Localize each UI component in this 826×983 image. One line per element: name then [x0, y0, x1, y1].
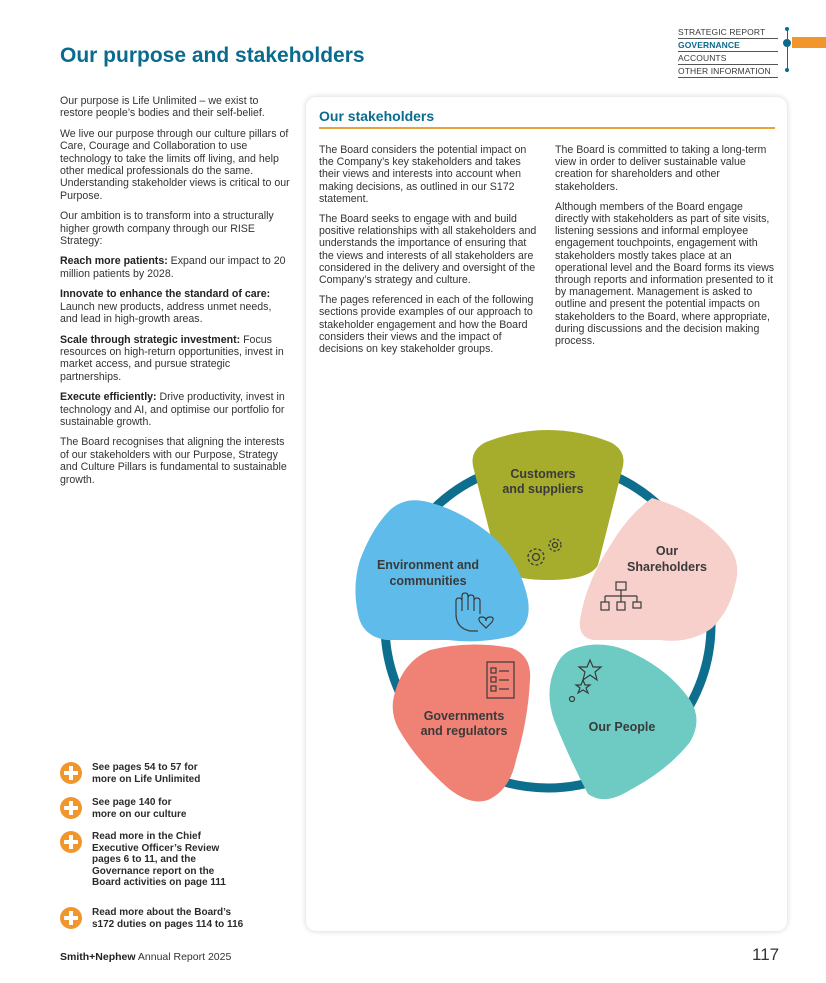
rise-execute-head: Execute efficiently:: [60, 391, 157, 404]
alignment-paragraph: The Board recognises that aligning the interests of our stakeholders with our Purpose, Strategy and Culture Pillars is fundamental to sustainable growth.: [60, 436, 287, 486]
plus-icon: [60, 762, 82, 784]
rise-scale-body: Focus resources on high-return opportunities, invest in market access, and pursue strategic partnerships.: [60, 333, 284, 383]
page-title: Our purpose and stakeholders: [60, 44, 365, 67]
card-paragraph: Although members of the Board engage directly with stakeholders as part of site visits, listening sessions and informal employee engagement touchpoints, engagement with stakeholders mostly takes place at an operational level and the Board forms its views through reports and information presented to it by management. Management is asked to outline and present the potential impacts on stakeholders to the Board, where appropriate, during discussions and the decision making process.: [555, 200, 775, 348]
page-number: 117: [752, 945, 780, 964]
culture-paragraph: We live our purpose through our culture pillars of Care, Courage and Collaboration to use technology to take the limits off living, and help other medical professionals do the same. Understanding stakeholder views is critical to our Purpose.: [60, 127, 290, 202]
people-label: Our People: [588, 720, 656, 734]
ref-line: s172 duties on pages 114 to 116: [92, 918, 244, 930]
ref-line: Read more in the Chief: [92, 831, 201, 842]
ref-line: See pages 54 to 57 for: [92, 762, 198, 773]
ref-text: [92, 797, 292, 820]
ref-line: pages 6 to 11, and the: [92, 854, 196, 866]
environment-label-1: Environment and: [376, 558, 480, 572]
customers-label-2: and suppliers: [502, 482, 584, 496]
shareholders-label-1: Our: [655, 544, 679, 558]
ambition-paragraph: Our ambition is to transform into a structurally higher growth company through our RISE Strategy:: [60, 210, 274, 248]
ref-line: more on our culture: [92, 808, 187, 820]
environment-label-2: communities: [389, 574, 467, 588]
rise-innovate-head: Innovate to enhance the standard of care:: [60, 288, 271, 301]
ref-line: See page 140 for: [92, 797, 172, 808]
ref-text: [92, 762, 292, 785]
customers-label-1: Customers: [510, 467, 576, 481]
purpose-paragraph: Our purpose is Life Unlimited – we exist to restore people’s bodies and their self-belief.: [60, 95, 265, 120]
rise-execute-body: Drive productivity, invest in technology and AI, and optimise our portfolio for sustainable growth.: [60, 391, 285, 428]
card-paragraph: The Board considers the potential impact on the Company’s key stakeholders and takes their views and interests into account when making decisions, as outlined in our S172 statement.: [319, 144, 527, 205]
nav-other-information[interactable]: OTHER INFORMATION: [678, 65, 778, 78]
ref-text: [92, 907, 292, 930]
card-paragraph: The Board seeks to engage with and build positive relationships with all stakeholders and understands the importance of ensuring that the views and interests of all stakeholders are considered in the delivery and oversight of the Company’s strategy and culture.: [319, 213, 537, 287]
plus-icon: [60, 907, 82, 929]
rise-scale-head: Scale through strategic investment:: [60, 333, 241, 346]
nav-governance[interactable]: GOVERNANCE: [678, 39, 778, 52]
rise-reach-body: Expand our impact to 20 million patients by 2028.: [60, 255, 286, 280]
ref-text: [92, 831, 292, 889]
ref-line: Governance report on the: [92, 865, 215, 877]
rise-reach-head: Reach more patients:: [60, 255, 168, 268]
ref-line: Executive Officer’s Review: [92, 842, 220, 854]
governments-label-1: Governments: [423, 709, 505, 723]
ref-line: Read more about the Board’s: [92, 907, 232, 918]
card-paragraph: The Board is committed to taking a long-term view in order to deliver sustainable value creation for shareholders and other stakeholders.: [555, 144, 767, 193]
nav-accounts[interactable]: ACCOUNTS: [678, 52, 778, 65]
plus-icon: [60, 831, 82, 853]
plus-icon: [60, 797, 82, 819]
ref-line: more on Life Unlimited: [92, 773, 201, 785]
governments-label-2: and regulators: [420, 724, 508, 738]
nav-strategic-report[interactable]: STRATEGIC REPORT: [678, 26, 778, 39]
shareholders-label-2: Shareholders: [627, 560, 707, 574]
footer-report: Annual Report 2025: [135, 951, 232, 963]
footer: [60, 951, 231, 963]
card-title: Our stakeholders: [319, 108, 435, 124]
card-paragraph: The pages referenced in each of the following sections provide examples of our approach to stakeholder engagement and how the Board considers their views and the impact of decisions on key stakeholder groups.: [319, 294, 534, 356]
ref-line: Board activities on page 111: [92, 877, 226, 889]
rise-innovate-body: Launch new products, address unmet needs, and lead in high-growth areas.: [60, 300, 272, 326]
footer-brand: Smith+Nephew: [60, 951, 136, 963]
